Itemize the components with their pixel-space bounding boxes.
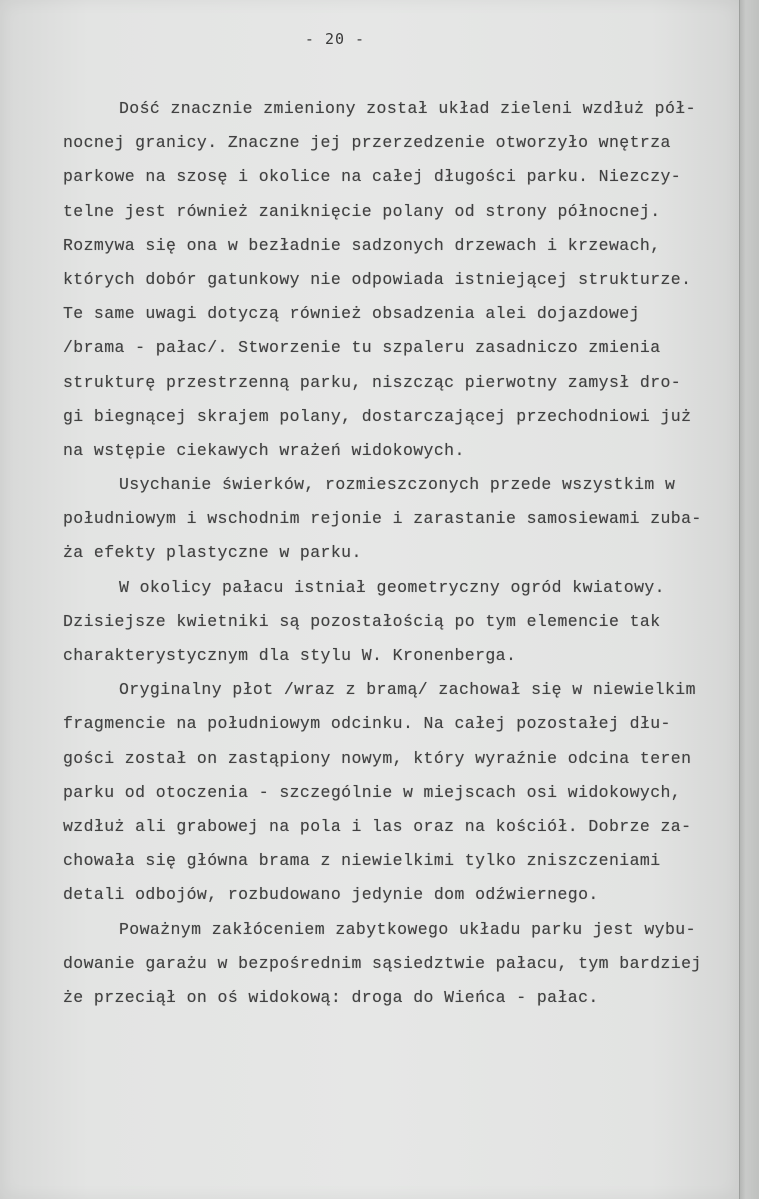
paragraph-flower-garden [63, 571, 735, 674]
text-line: fragmencie na południowym odcinku. Na całej pozostałej dłu- [63, 714, 671, 734]
page-number: - 20 - [304, 30, 366, 48]
text-line: Oryginalny płot /wraz z bramą/ zachował się w niewielkim [119, 680, 696, 700]
text-line: południowym i wschodnim rejonie i zarastanie samosiewami zuba- [63, 509, 702, 529]
text-line: strukturę przestrzenną parku, niszcząc pierwotny zamysł dro- [63, 372, 682, 392]
text-line: Dość znacznie zmieniony został układ zieleni wzdłuż pół- [119, 99, 696, 118]
paragraph-northern-border [63, 92, 735, 468]
paragraph-spruces [63, 468, 735, 571]
text-line: gi biegnącej skrajem polany, dostarczającej przechodniowi już [63, 406, 692, 426]
document-body [63, 92, 735, 1015]
text-line: ża efekty plastyczne w parku. [63, 543, 362, 563]
text-line: telne jest również zaniknięcie polany od strony północnej. [63, 201, 661, 221]
text-line: Te same uwagi dotyczą również obsadzenia alei dojazdowej [63, 304, 640, 324]
text-line: Usychanie świerków, rozmieszczonych przede wszystkim w [119, 475, 676, 495]
text-line: /brama - pałac/. Stworzenie tu szpaleru zasadniczo zmienia [63, 338, 661, 358]
text-line: gości został on zastąpiony nowym, który wyraźnie odcina teren [63, 748, 692, 768]
text-line: których dobór gatunkowy nie odpowiada istniejącej strukturze. [63, 269, 692, 289]
paragraph-fence [63, 673, 735, 912]
text-line: dowanie garażu w bezpośrednim sąsiedztwie pałacu, tym bardziej [63, 953, 702, 973]
text-line: Poważnym zakłóceniem zabytkowego układu parku jest wybu- [119, 919, 696, 939]
text-line: że przeciął on oś widokową: droga do Wieńca - pałac. [63, 987, 599, 1007]
text-line: na wstępie ciekawych wrażeń widokowych. [63, 440, 465, 460]
text-line: charakterystycznym dla stylu W. Kronenberga. [63, 646, 517, 665]
text-line: W okolicy pałacu istniał geometryczny ogród kwiatowy. [119, 577, 665, 597]
text-line: Dzisiejsze kwietniki są pozostałością po tym elemencie tak [63, 611, 661, 631]
text-line: Rozmywa się ona w bezładnie sadzonych drzewach i krzewach, [63, 235, 661, 255]
text-line: detali odbojów, rozbudowano jedynie dom odźwiernego. [63, 885, 599, 905]
text-line: parkowe na szosę i okolice na całej długości parku. Niezczy- [63, 167, 682, 187]
paragraph-garage [63, 913, 735, 1016]
text-line: nocnej granicy. Znaczne jej przerzedzenie otworzyło wnętrza [63, 133, 671, 153]
page-edge [739, 0, 759, 1199]
text-line: parku od otoczenia - szczególnie w miejscach osi widokowych, [63, 782, 682, 802]
text-line: wzdłuż ali grabowej na pola i las oraz na kościół. Dobrze za- [63, 816, 692, 836]
text-line: chowała się główna brama z niewielkimi tylko zniszczeniami [63, 851, 661, 871]
